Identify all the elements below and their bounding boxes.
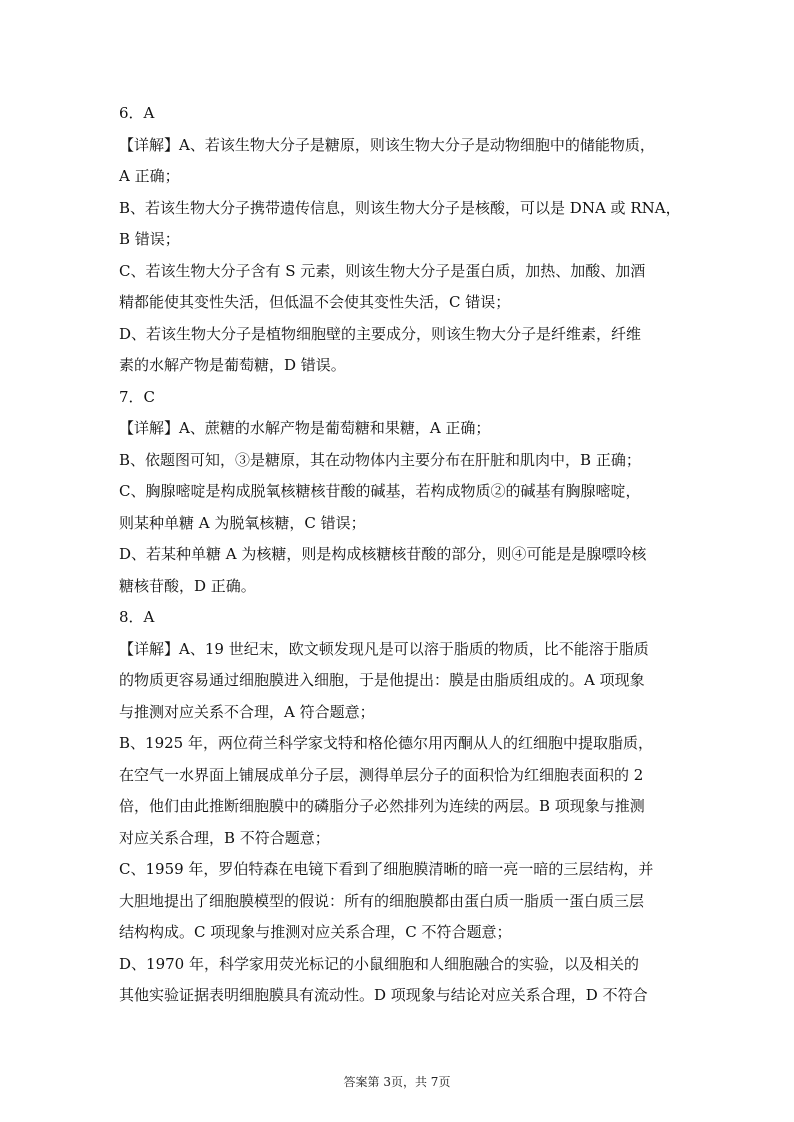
- question-8-answer: 8．A: [119, 608, 155, 626]
- text-line: 【详解】A、19 世纪末，欧文顿发现凡是可以溶于脂质的物质，比不能溶于脂质: [119, 639, 649, 658]
- text-line: 则某种单糖 A 为脱氧核糖，C 错误；: [119, 513, 366, 532]
- text-line: D、若该生物大分子是植物细胞壁的主要成分，则该生物大分子是纤维素，纤维: [119, 324, 642, 343]
- text-line: A 正确；: [119, 167, 180, 185]
- text-line: 素的水解产物是葡萄糖，D 错误。: [119, 356, 346, 374]
- text-line: B、若该生物大分子携带遗传信息，则该生物大分子是核酸，可以是 DNA 或 RNA，: [119, 198, 681, 217]
- text-line: 【详解】A、蔗糖的水解产物是葡萄糖和果糖，A 正确；: [119, 419, 491, 437]
- question-7-answer: 7．C: [119, 387, 156, 406]
- text-line: 糖核苷酸，D 正确。: [119, 576, 256, 595]
- text-line: C、胸腺嘧啶是构成脱氧核糖核苷酸的碱基，若构成物质②的碱基有胸腺嘧啶，: [119, 482, 641, 500]
- text-line: B、1925 年，两位荷兰科学家戈特和格伦德尔用丙酮从人的红细胞中提取脂质，: [119, 734, 653, 752]
- page-footer: 答案第 3页，共 7页: [343, 1075, 451, 1089]
- answer-content: [119, 98, 679, 1012]
- text-line: 对应关系合理，B 不符合题意；: [119, 828, 330, 847]
- text-line: 精都能使其变性失活，但低温不会使其变性失活，C 错误；: [119, 293, 511, 311]
- text-line: C、1959 年，罗伯特森在电镜下看到了细胞膜清晰的暗一亮一暗的三层结构，并: [119, 860, 654, 878]
- text-line: 大胆地提出了细胞膜模型的假说：所有的细胞膜都由蛋白质一脂质一蛋白质三层: [119, 891, 645, 910]
- text-line: 倍，他们由此推断细胞膜中的磷脂分子必然排列为连续的两层。B 项现象与推测: [119, 797, 645, 815]
- text-line: 【详解】A、若该生物大分子是糖原，则该生物大分子是动物细胞中的储能物质，: [119, 135, 655, 154]
- text-line: 的物质更容易通过细胞膜进入细胞，于是他提出：膜是由脂质组成的。A 项现象: [119, 671, 645, 689]
- text-line: B 错误；: [119, 230, 180, 248]
- text-line: 其他实验证据表明细胞膜具有流动性。D 项现象与结论对应关系合理，D 不符合: [119, 986, 648, 1004]
- text-line: 与推测对应关系不合理，A 符合题意；: [119, 702, 375, 721]
- text-line: 在空气一水界面上铺展成单分子层，测得单层分子的面积恰为红细胞表面积的 2: [119, 765, 644, 784]
- text-line: D、若某种单糖 A 为核糖，则是构成核糖核苷酸的部分，则④可能是是腺嘌呤核: [119, 545, 647, 563]
- text-line: B、依题图可知，③是糖原，其在动物体内主要分布在肝脏和肌肉中，B 正确；: [119, 450, 641, 469]
- text-line: C、若该生物大分子含有 S 元素，则该生物大分子是蛋白质，加热、加酸、加酒: [119, 261, 646, 280]
- question-6-answer: 6．A: [119, 104, 155, 122]
- text-line: D、1970 年，科学家用荧光标记的小鼠细胞和人细胞融合的实验，以及相关的: [119, 954, 639, 973]
- text-line: 结构构成。C 项现象与推测对应关系合理，C 不符合题意；: [119, 923, 512, 941]
